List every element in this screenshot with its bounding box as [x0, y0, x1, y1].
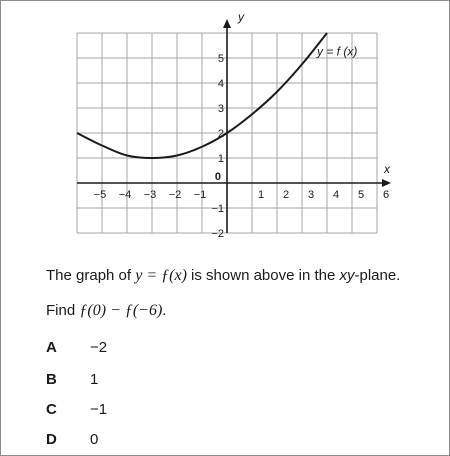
x-tick-label: −5 [93, 189, 107, 201]
choice-value: 0 [90, 431, 99, 448]
question-prompt [46, 302, 166, 320]
x-tick-label: 1 [257, 189, 265, 201]
origin-label: 0 [214, 171, 221, 183]
x-tick-label: 6 [382, 189, 390, 201]
x-tick-label: −3 [143, 189, 157, 201]
question-text-after: -plane. [354, 267, 401, 284]
curve-label: y = f (x) [317, 44, 358, 59]
y-axis-label: y [238, 10, 244, 24]
question-statement [46, 267, 400, 285]
y-tick-label: 4 [217, 78, 224, 90]
choice-letter: D [46, 431, 57, 448]
x-tick-label: 5 [357, 189, 365, 201]
y-tick-label: −2 [211, 228, 224, 240]
x-axis-label: x [384, 162, 390, 176]
question-text-middle: is shown above in the [186, 267, 340, 284]
y-tick-label: −1 [211, 203, 224, 215]
x-axis-arrow-icon [382, 179, 391, 187]
plane-name: xy [339, 267, 355, 284]
prompt-text-before: Find [46, 302, 80, 319]
prompt-text-after: . [162, 302, 167, 319]
y-tick-label: 3 [217, 103, 224, 115]
choice-value: 1 [90, 371, 99, 388]
x-tick-label: −4 [118, 189, 132, 201]
choice-value: −1 [90, 401, 108, 418]
x-tick-label: −1 [193, 189, 207, 201]
choice-letter: C [46, 401, 57, 418]
prompt-expression: ƒ(0) − ƒ(−6) [79, 302, 163, 319]
x-tick-label: 4 [332, 189, 340, 201]
choice-letter: A [46, 339, 57, 356]
y-axis-arrow-icon [223, 19, 231, 28]
question-text-before: The graph of [46, 267, 136, 284]
choice-value: −2 [90, 339, 108, 356]
choice-letter: B [46, 371, 57, 388]
y-tick-label: 1 [217, 153, 224, 165]
x-tick-label: 2 [282, 189, 290, 201]
y-tick-label: 2 [217, 128, 224, 140]
x-tick-label: 3 [307, 189, 315, 201]
x-tick-label: −2 [168, 189, 182, 201]
y-tick-label: 5 [217, 53, 224, 65]
function-graph [1, 1, 449, 251]
function-expression: y = ƒ(x) [135, 267, 187, 284]
